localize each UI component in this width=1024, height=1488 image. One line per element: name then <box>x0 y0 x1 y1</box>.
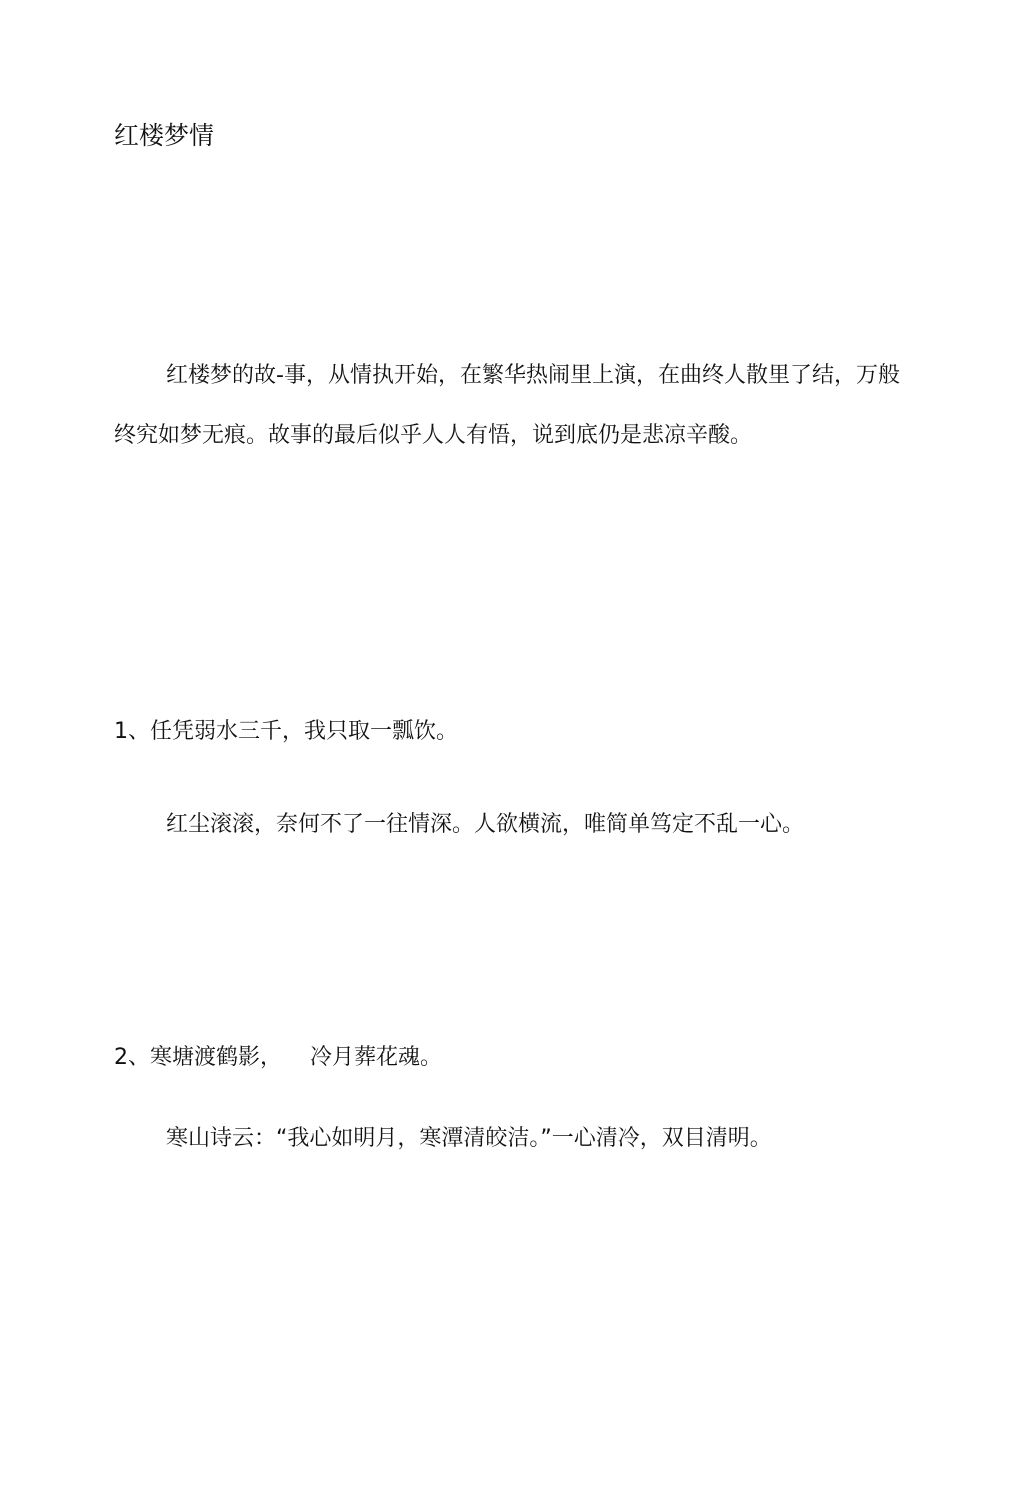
document-title: 红楼梦情 <box>114 121 215 150</box>
section-1-heading: 1、任凭弱水三千，我只取一瓢饮。 <box>114 719 458 744</box>
section-1-body: 红尘滚滚，奈何不了一往情深。人欲横流，唯简单笃定不乱一心。 <box>166 812 805 837</box>
section-2-body: 寒山诗云：“我心如明月，寒潭清皎洁。”一心清冷，双目清明。 <box>166 1126 772 1151</box>
section-2-heading-part1: 2、寒塘渡鹤影， <box>114 1045 282 1070</box>
section-2-heading <box>114 1042 442 1074</box>
section-2-heading-part2: 冷月葬花魂。 <box>310 1045 443 1070</box>
intro-paragraph: 红楼梦的故-事，从情执开始，在繁华热闹里上演，在曲终人散里了结，万般终究如梦无痕。故事的最后似乎人人有悟，说到底仍是悲凉辛酸。 <box>114 363 900 448</box>
